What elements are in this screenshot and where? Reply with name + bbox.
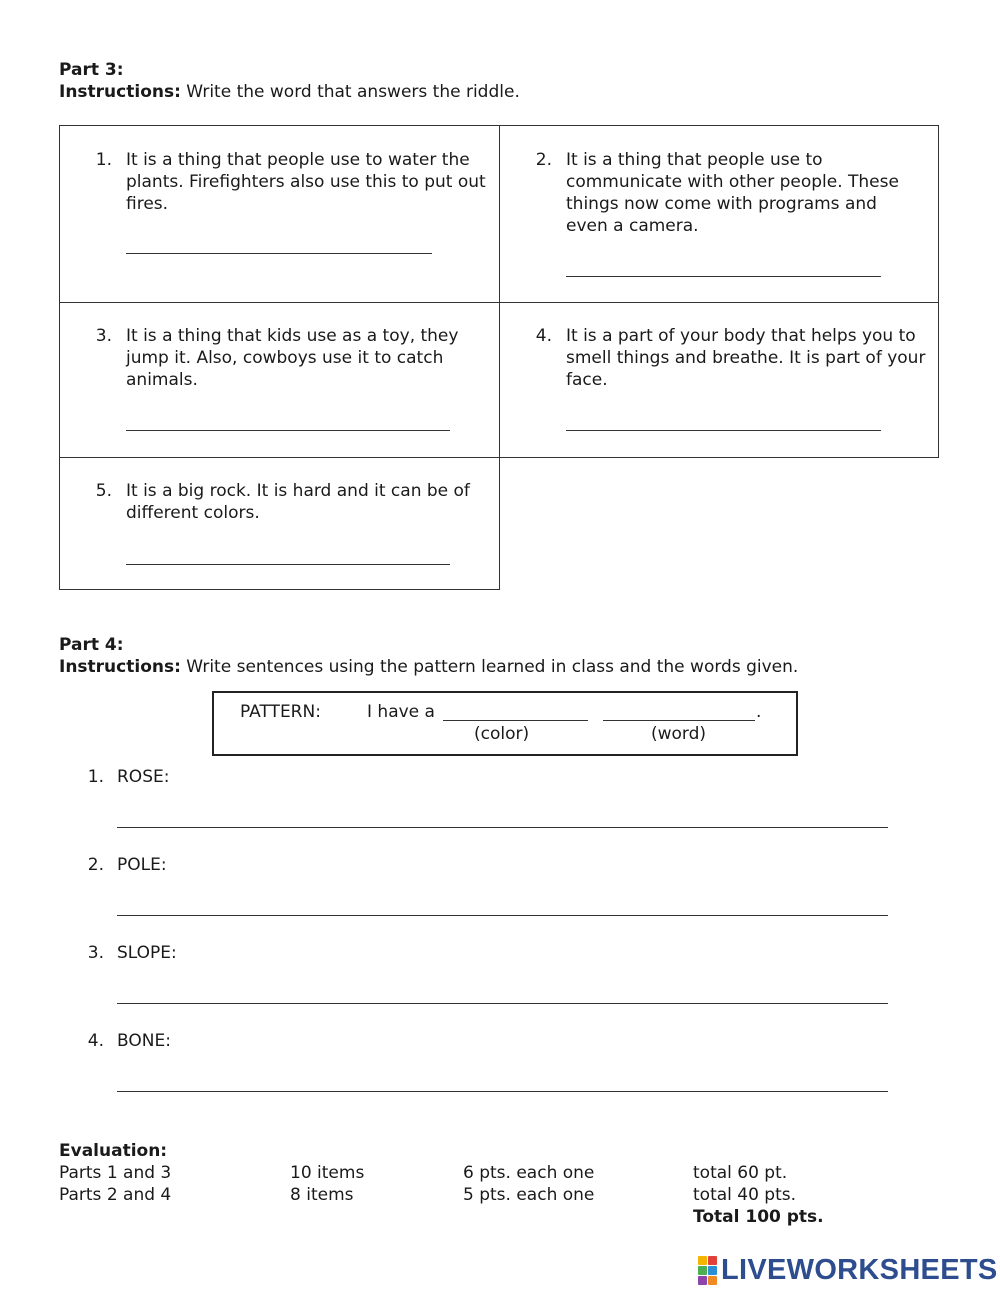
item-number: 2. [87,855,104,875]
pattern-box [212,691,798,756]
riddle-line: fires. [126,194,169,214]
logo-block [698,1256,707,1265]
logo-block [708,1256,717,1265]
riddle-number: 2. [535,150,552,170]
riddle-cell-4 [499,302,939,458]
logo-text: LIVEWORKSHEETS [721,1254,998,1286]
sentence-line[interactable] [117,827,888,828]
part3-title: Part 3: [59,60,124,80]
liveworksheets-logo-icon [698,1256,717,1285]
item-number: 4. [87,1031,104,1051]
evaluation-title: Evaluation: [59,1141,168,1161]
riddle-line: It is a thing that people use to [566,150,823,170]
riddle-line: It is a part of your body that helps you to [566,326,916,346]
riddle-cell-5 [59,457,500,590]
eval-parts: Parts 1 and 3 [59,1163,172,1183]
color-blank [443,720,588,721]
answer-line[interactable] [126,430,450,431]
riddle-line: communicate with other people. These [566,172,899,192]
eval-points: 5 pts. each one [463,1185,595,1205]
part4-title: Part 4: [59,635,124,655]
word-blank [603,720,755,721]
riddle-line: It is a thing that kids use as a toy, they [126,326,459,346]
sentence-line[interactable] [117,1003,888,1004]
pattern-prefix: I have a [367,702,435,722]
riddle-line: It is a big rock. It is hard and it can be of [126,481,470,501]
riddle-text [566,325,925,391]
logo-block [698,1266,707,1275]
item-word: BONE: [117,1031,171,1051]
eval-total: total 60 pt. [693,1163,788,1183]
riddle-line: face. [566,370,608,390]
riddle-line: animals. [126,370,198,390]
part3-instructions [59,82,520,102]
item-number: 1. [87,767,104,787]
riddle-line: It is a thing that people use to water the [126,150,470,170]
part4-instructions [59,657,798,677]
riddle-text [126,480,470,524]
pattern-label: PATTERN: [240,702,321,722]
riddle-number: 5. [95,481,112,501]
part3-instructions-label: Instructions: [59,82,181,102]
eval-grand-total: Total 100 pts. [693,1207,824,1227]
logo-block [708,1276,717,1285]
eval-points: 6 pts. each one [463,1163,595,1183]
item-word: ROSE: [117,767,170,787]
answer-line[interactable] [566,430,881,431]
answer-line[interactable] [126,564,450,565]
riddle-cell-1 [59,125,500,303]
color-hint: (color) [474,724,530,744]
item-word: POLE: [117,855,167,875]
riddle-line: things now come with programs and [566,194,877,214]
riddle-line: different colors. [126,503,260,523]
logo-block [708,1266,717,1275]
answer-line[interactable] [126,253,432,254]
answer-line[interactable] [566,276,881,277]
riddle-line: plants. Firefighters also use this to put out [126,172,486,192]
liveworksheets-logo[interactable] [698,1254,998,1287]
sentence-line[interactable] [117,1091,888,1092]
item-word: SLOPE: [117,943,177,963]
riddle-number: 1. [95,150,112,170]
part4-instructions-label: Instructions: [59,657,181,677]
riddle-number: 4. [535,326,552,346]
riddle-line: smell things and breathe. It is part of your [566,348,926,368]
eval-items: 10 items [290,1163,365,1183]
part3-instructions-text: Write the word that answers the riddle. [180,82,520,102]
eval-total: total 40 pts. [693,1185,797,1205]
logo-block [698,1276,707,1285]
riddle-text [126,149,486,215]
riddle-line: jump it. Also, cowboys use it to catch [126,348,444,368]
pattern-period: . [756,702,762,722]
riddle-text [566,149,899,237]
riddle-cell-3 [59,302,500,458]
eval-items: 8 items [290,1185,354,1205]
riddle-line: even a camera. [566,216,699,236]
riddle-cell-2 [499,125,939,303]
riddle-text [126,325,458,391]
sentence-line[interactable] [117,915,888,916]
part4-instructions-text: Write sentences using the pattern learned in class and the words given. [180,657,799,677]
riddle-number: 3. [95,326,112,346]
eval-parts: Parts 2 and 4 [59,1185,172,1205]
word-hint: (word) [651,724,707,744]
item-number: 3. [87,943,104,963]
